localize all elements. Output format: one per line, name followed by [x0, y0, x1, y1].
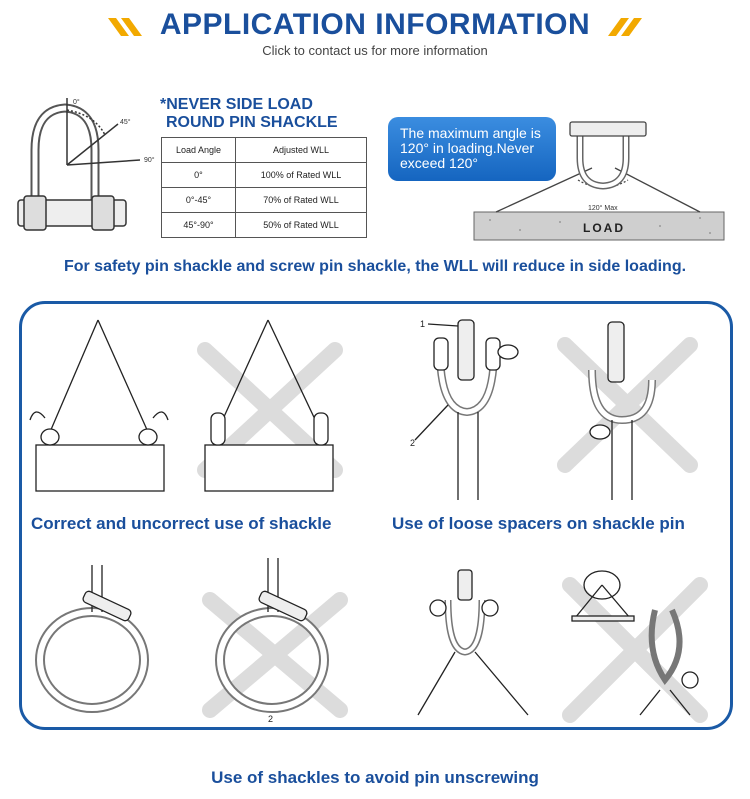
page-title: APPLICATION INFORMATION	[159, 8, 591, 41]
warning-line-1: *NEVER SIDE LOAD	[160, 96, 313, 113]
table-cell: 0°	[162, 163, 236, 188]
caption-loose-spacers: Use of loose spacers on shackle pin	[392, 514, 685, 533]
table-cell: 45°-90°	[162, 213, 236, 238]
table-header: Load Angle	[162, 138, 236, 163]
caption-avoid-unscrewing: Use of shackles to avoid pin unscrewing	[211, 768, 539, 787]
table-header: Adjusted WLL	[235, 138, 366, 163]
load-label: LOAD	[583, 221, 625, 235]
callout-2: 2	[410, 438, 416, 448]
callout-1: 1	[420, 319, 426, 329]
max-angle-note: The maximum angle is 120° in loading.Never exceed 120°	[388, 117, 556, 181]
angle-label-45: 45°	[120, 119, 131, 126]
table-cell: 50% of Rated WLL	[235, 213, 366, 238]
table-cell: 100% of Rated WLL	[235, 163, 366, 188]
safety-note: For safety pin shackle and screw pin shackle, the WLL will reduce in side loading.	[63, 258, 687, 275]
unscrew-correct-illustration	[418, 570, 528, 715]
spacer-correct-illustration	[415, 320, 518, 500]
angle-max-label: 120° Max	[588, 205, 618, 212]
angle-label-0: 0°	[73, 99, 80, 106]
ring-correct-illustration	[40, 565, 144, 708]
angle-label-90: 90°	[144, 157, 155, 164]
callout-2-ring: 2	[268, 714, 274, 724]
contact-link[interactable]: Click to contact us for more information	[262, 43, 488, 58]
warning-line-2: ROUND PIN SHACKLE	[166, 114, 338, 131]
correct-shackle-illustration	[30, 320, 168, 491]
table-cell: 0°-45°	[162, 188, 236, 213]
table-cell: 70% of Rated WLL	[235, 188, 366, 213]
caption-correct-use: Correct and uncorrect use of shackle	[31, 514, 332, 533]
